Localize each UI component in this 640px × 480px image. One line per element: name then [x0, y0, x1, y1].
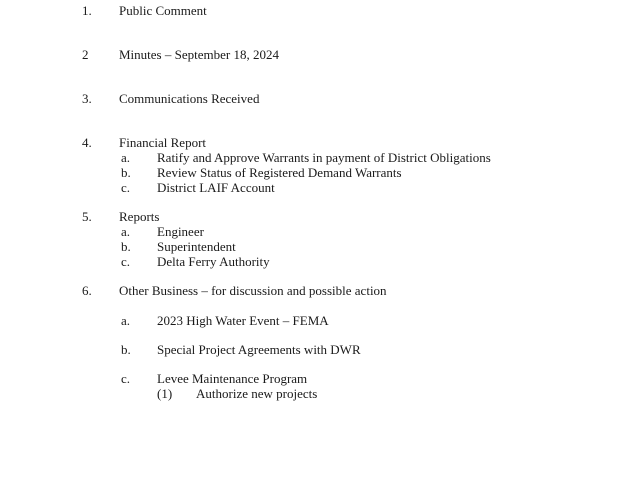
- agenda-item-2-title: Minutes – September 18, 2024: [119, 47, 279, 62]
- agenda-item-2-number: 2: [82, 47, 89, 62]
- agenda-item-4a-text: Ratify and Approve Warrants in payment of District Obligations: [157, 150, 491, 165]
- agenda-item-6b-text: Special Project Agreements with DWR: [157, 342, 361, 357]
- agenda-item-3-number: 3.: [82, 91, 92, 106]
- agenda-item-5-number: 5.: [82, 209, 92, 224]
- agenda-item-4c-text: District LAIF Account: [157, 180, 275, 195]
- agenda-item-5a-letter: a.: [121, 224, 131, 239]
- agenda-item-6-title: Other Business – for discussion and possible action: [119, 283, 387, 298]
- agenda-item-4b-letter: b.: [121, 165, 131, 180]
- agenda-item-6a-letter: a.: [121, 313, 131, 328]
- agenda-item-5c-letter: c.: [121, 254, 131, 269]
- agenda-item-5a-text: Engineer: [157, 224, 204, 239]
- agenda-item-3-title: Communications Received: [119, 91, 260, 106]
- agenda-item-5b-text: Superintendent: [157, 239, 236, 254]
- agenda-item-4a-letter: a.: [121, 150, 131, 165]
- agenda-item-6c-letter: c.: [121, 371, 131, 386]
- agenda-item-5b-letter: b.: [121, 239, 131, 254]
- agenda-item-4c-letter: c.: [121, 180, 131, 195]
- agenda-item-4b-text: Review Status of Registered Demand Warrants: [157, 165, 402, 180]
- agenda-item-4-number: 4.: [82, 135, 92, 150]
- agenda-item-1-number: 1.: [82, 3, 92, 18]
- agenda-item-5c-text: Delta Ferry Authority: [157, 254, 270, 269]
- agenda-item-6-number: 6.: [82, 283, 92, 298]
- agenda-item-6c-text: Levee Maintenance Program: [157, 371, 308, 386]
- agenda-item-6b-letter: b.: [121, 342, 131, 357]
- agenda-item-6a-text: 2023 High Water Event – FEMA: [157, 313, 329, 328]
- agenda-item-6c1-text: Authorize new projects: [196, 386, 318, 401]
- agenda-item-5-title: Reports: [119, 209, 160, 224]
- agenda-item-6c1-number: (1): [157, 386, 173, 401]
- agenda-item-4-title: Financial Report: [119, 135, 207, 150]
- agenda-item-1-title: Public Comment: [119, 3, 207, 18]
